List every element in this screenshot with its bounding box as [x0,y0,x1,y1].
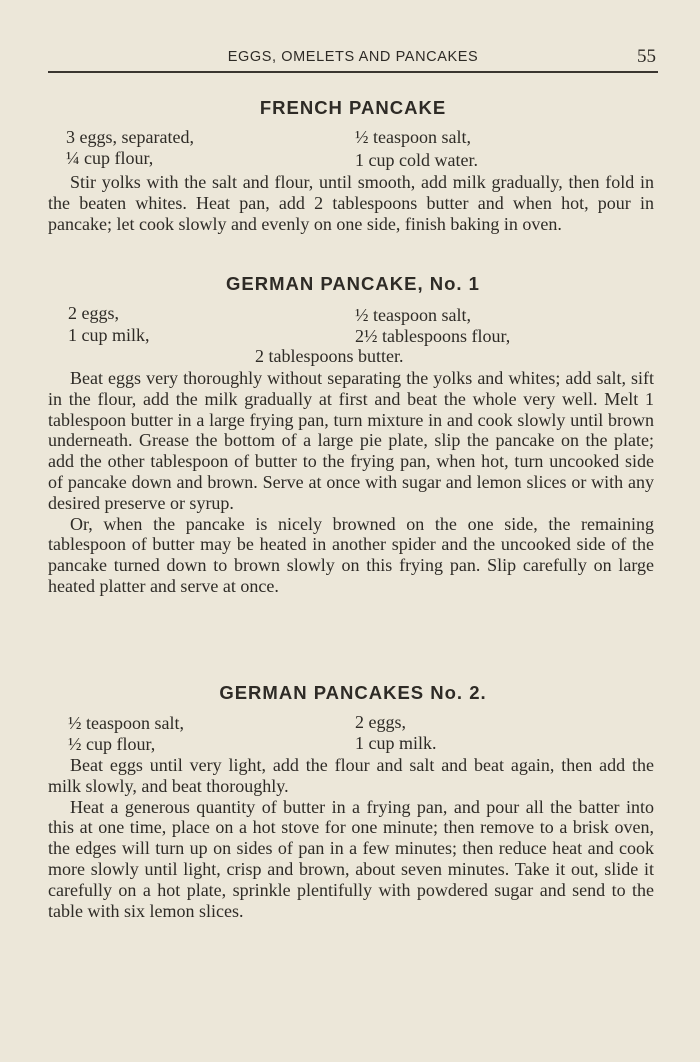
paragraph: Beat eggs until very light, add the flour and salt and beat again, then add the milk slowly, and beat thoroughly. [48,755,654,796]
paragraph: Heat a generous quantity of butter in a frying pan, and pour all the batter into this at one time, place on a hot stove for one minute; then remove to a brisk oven, the edges will turn up on sides of pan in a few minutes; then reduce heat and cook more slowly until light, crisp and brown, about seven minutes. Take it out, slide it carefully on a hot plate, sprinkle plentifully with powdered sugar and send to the table with six lemon slices. [48,796,654,921]
paragraph: Beat eggs very thoroughly without separating the yolks and whites; add salt, sift in the flour, add the milk gradually at first and beat the whole very well. Melt 1 tablespoon butter in a large frying pan, turn mixture in and cook slowly until brown underneath. Grease the bottom of a large pie plate, slip the pancake on the plate; add the other tablespoon of butter to the frying pan, when hot, turn uncooked side of pancake down and brown. Serve at once with sugar and lemon slices or with any desired preserve or syrup. [48,368,654,513]
ingredient: 2½ tablespoons flour, [355,326,511,346]
ingredient: 1 cup cold water. [355,150,478,170]
recipe-title-german-pancakes-2: GERMAN PANCAKES No. 2. [219,682,487,703]
ingredient: 2 tablespoons butter. [255,346,404,366]
paragraph: Or, when the pancake is nicely browned on the one side, the remaining tablespoon of butter may be heated in another spider and the uncooked side of the pancake turned down to brown slowly on this frying pan. Slip carefully on large heated platter and serve at once. [48,513,654,596]
recipe-directions [48,755,654,921]
ingredient: 1 cup milk, [68,325,150,345]
ingredient: ¼ cup flour, [66,148,154,168]
recipe-title-german-pancake-1: GERMAN PANCAKE, No. 1 [226,273,480,294]
running-head: EGGS, OMELETS AND PANCAKES [227,49,479,65]
ingredient: ½ cup flour, [68,734,156,754]
ingredient: 2 eggs, [68,303,119,323]
ingredient: ½ teaspoon salt, [68,713,184,733]
page-number: 55 [637,46,656,67]
ingredient: ½ teaspoon salt, [355,305,471,325]
header-rule [48,71,658,73]
recipe-directions [48,172,654,234]
ingredient: ½ teaspoon salt, [355,127,471,147]
recipe-title-french-pancake: FRENCH PANCAKE [259,97,447,118]
page-header [48,44,658,72]
ingredient: 2 eggs, [355,712,406,732]
paragraph: Stir yolks with the salt and flour, until smooth, add milk gradually, then fold in the beaten whites. Heat pan, add 2 tablespoons butter and when hot, pour in pancake; let cook slowly and evenly on one side, finish baking in oven. [48,172,654,234]
ingredient: 3 eggs, separated, [66,127,194,147]
ingredient: 1 cup milk. [355,733,437,753]
recipe-directions [48,368,654,597]
